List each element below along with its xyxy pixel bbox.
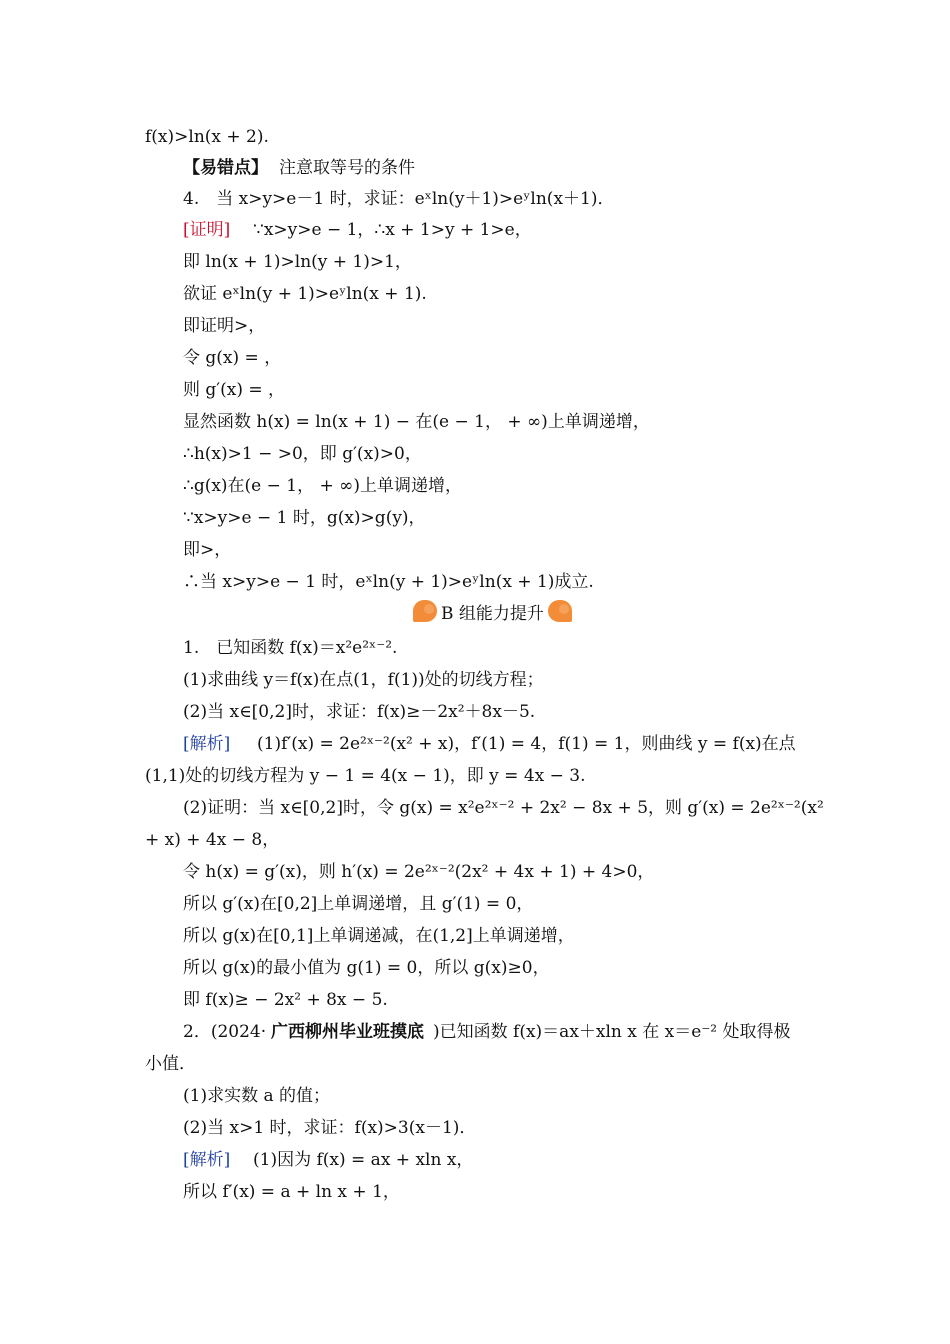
text-line: 即>， bbox=[183, 540, 232, 560]
text-line: ∴h(x)>1 − >0，即 g′(x)>0， bbox=[183, 444, 422, 464]
text-line: 2．(2024· bbox=[183, 1022, 267, 1042]
text-line: 广西柳州毕业班摸底 bbox=[271, 1022, 424, 1042]
text-line: ∴当 x>y>e − 1 时，eˣln(y + 1)>eʸln(x + 1)成立. bbox=[183, 572, 594, 592]
text-line: 即证明>， bbox=[183, 316, 266, 336]
text-line: (2)当 x∈[0,2]时，求证：f(x)≥－2x²＋8x－5. bbox=[183, 702, 536, 722]
text-line: 令 g(x) = ， bbox=[183, 348, 282, 368]
text-line: (1)因为 f(x) = ax + xln x， bbox=[253, 1150, 474, 1170]
text-line: (1)求曲线 y＝f(x)在点(1，f(1))处的切线方程； bbox=[183, 670, 544, 690]
text-line: 所以 g′(x)在[0,2]上单调递增，且 g′(1) = 0， bbox=[183, 894, 534, 914]
section-title: B 组能力提升 bbox=[441, 603, 544, 624]
text-line: (1)f′(x) = 2e²ˣ⁻²(x² + x)，f′(1) = 4，f(1) = 1，则曲线 y = f(x)在点 bbox=[257, 734, 796, 754]
text-line: f(x)>ln(x + 2). bbox=[145, 127, 269, 147]
left-quote-icon bbox=[413, 600, 437, 622]
text-line: 所以 g(x)在[0,1]上单调递减，在(1,2]上单调递增， bbox=[183, 926, 575, 946]
text-line: (1,1)处的切线方程为 y − 1 = 4(x − 1)，即 y = 4x − 3. bbox=[145, 766, 586, 786]
text-line: ∵x>y>e − 1 时，g(x)>g(y)， bbox=[183, 508, 426, 528]
text-line: [证明] bbox=[183, 220, 231, 240]
text-line: (2)当 x>1 时，求证：f(x)>3(x－1)． bbox=[183, 1118, 477, 1138]
text-line: 即 ln(x + 1)>ln(y + 1)>1， bbox=[183, 252, 412, 272]
text-line: 所以 g(x)的最小值为 g(1) = 0，所以 g(x)≥0， bbox=[183, 958, 550, 978]
text-line: 所以 f′(x) = a + ln x + 1， bbox=[183, 1182, 400, 1202]
text-line: 令 h(x) = g′(x)，则 h′(x) = 2e²ˣ⁻²(2x² + 4x + 1) + 4>0， bbox=[183, 862, 655, 882]
text-line: 4. 当 x>y>e－1 时，求证：eˣln(y＋1)>eʸln(x＋1)． bbox=[183, 189, 615, 209]
text-line: ∵x>y>e − 1，∴x + 1>y + 1>e， bbox=[253, 220, 532, 240]
text-line: [解析] bbox=[183, 1150, 231, 1170]
text-line: ∴g(x)在(e − 1， + ∞)上单调递增， bbox=[183, 476, 462, 496]
text-line: (1)求实数 a 的值； bbox=[183, 1086, 331, 1106]
text-line: )已知函数 f(x)＝ax＋xln x 在 x＝e⁻² 处取得极 bbox=[433, 1022, 791, 1042]
section-banner bbox=[413, 598, 572, 624]
text-line: + x) + 4x − 8， bbox=[145, 830, 280, 850]
right-quote-icon bbox=[548, 600, 572, 622]
text-line: [解析] bbox=[183, 734, 231, 754]
text-line: 小值． bbox=[145, 1054, 196, 1074]
text-line: 1. 已知函数 f(x)＝x²e²ˣ⁻². bbox=[183, 638, 398, 658]
text-line: 即 f(x)≥ − 2x² + 8x − 5. bbox=[183, 990, 388, 1010]
text-line: 欲证 eˣln(y + 1)>eʸln(x + 1). bbox=[183, 284, 427, 304]
text-line: (2)证明：当 x∈[0,2]时，令 g(x) = x²e²ˣ⁻² + 2x² − 8x + 5，则 g′(x) = 2e²ˣ⁻²(x² bbox=[183, 798, 824, 818]
text-line: 【易错点】 bbox=[183, 158, 268, 178]
text-line: 显然函数 h(x) = ln(x + 1) − 在(e − 1， + ∞)上单调递增， bbox=[183, 412, 650, 432]
text-line: 则 g′(x) = ， bbox=[183, 380, 286, 400]
text-line: 注意取等号的条件 bbox=[279, 158, 415, 178]
